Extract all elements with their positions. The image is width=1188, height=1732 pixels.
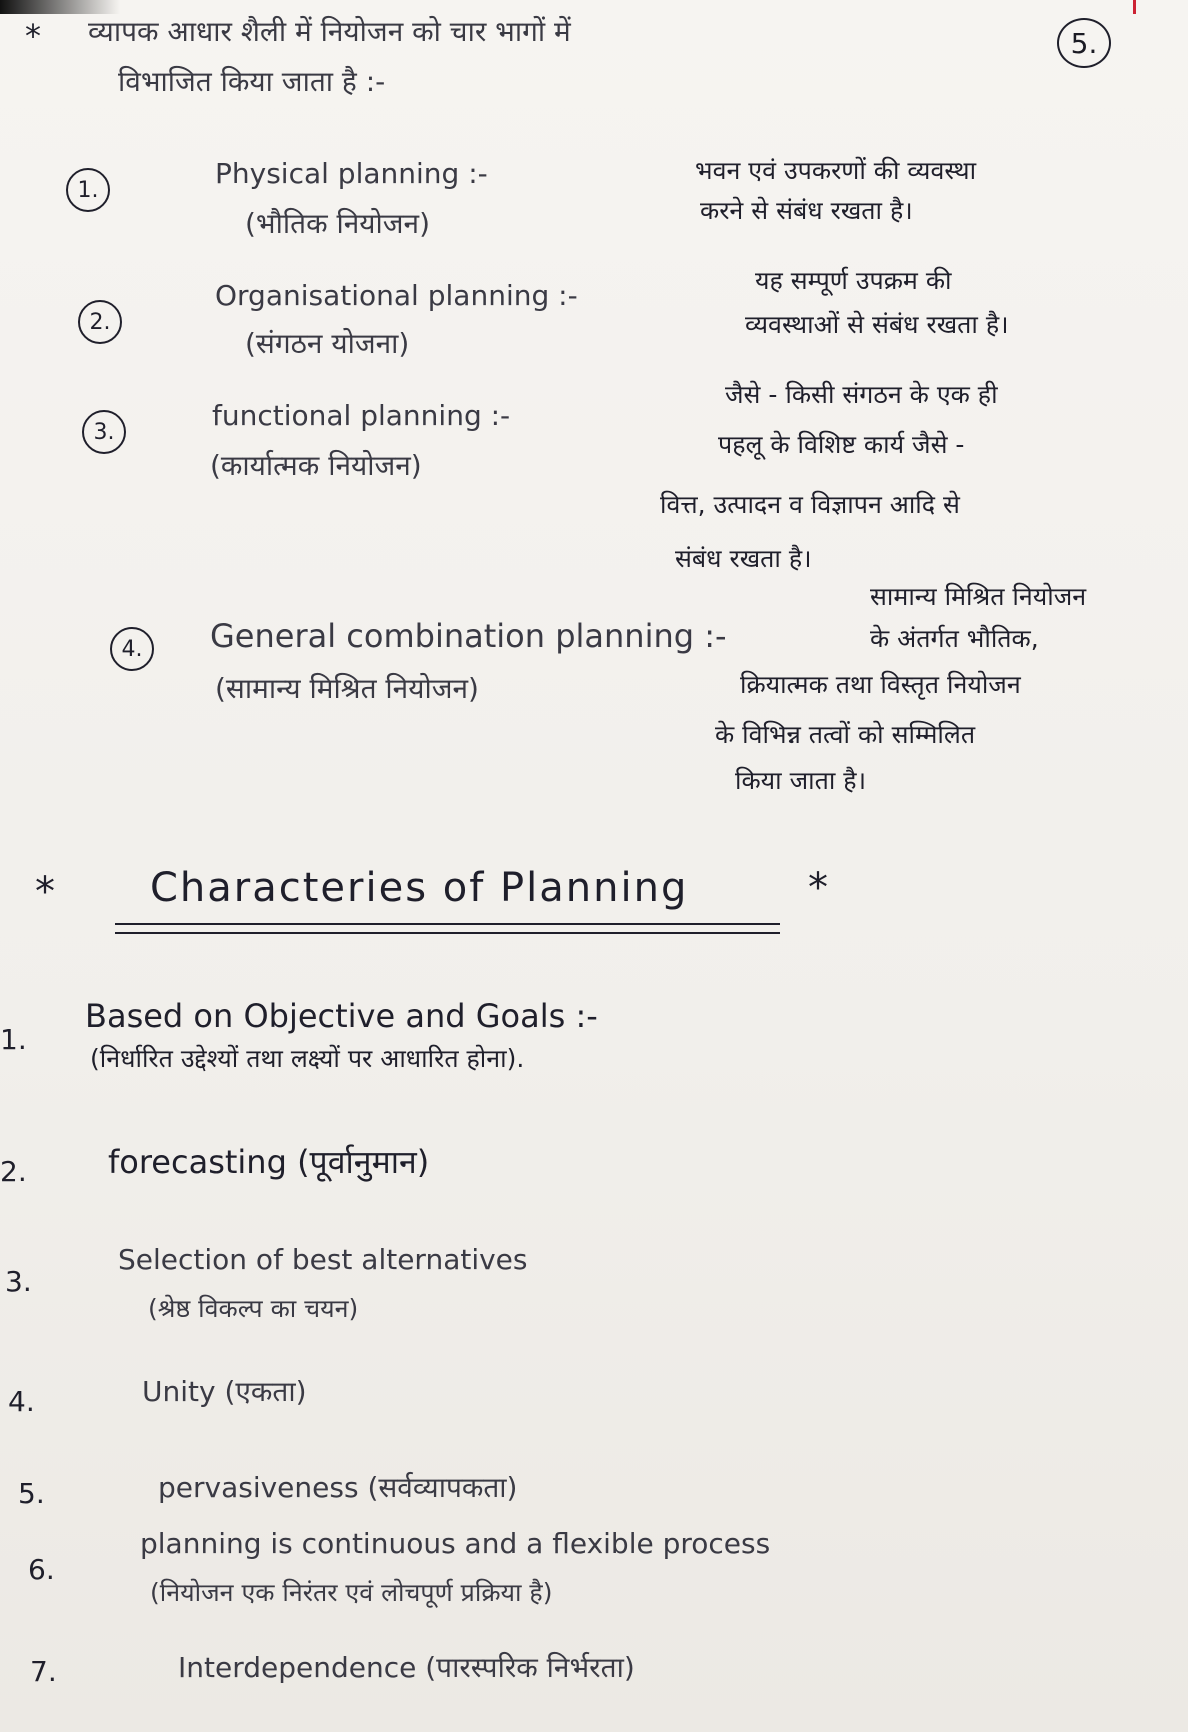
char-number-7: 7.	[30, 1655, 57, 1688]
type-number-3: 3.	[82, 410, 126, 454]
heading-underline-2	[115, 932, 780, 934]
char-number-5: 5.	[18, 1477, 45, 1510]
char-line-7: Interdependence (पारस्परिक निर्भरता)	[178, 1651, 635, 1684]
heading-star-left: *	[35, 869, 57, 915]
char-number-4: 4.	[8, 1385, 35, 1418]
type-subtitle-1: (भौतिक नियोजन)	[245, 207, 431, 240]
intro-line-2: विभाजित किया जाता है :-	[118, 65, 386, 98]
char-line-1: Based on Objective and Goals :-	[85, 997, 598, 1035]
type-title-1: Physical planning :-	[215, 157, 488, 190]
type-subtitle-3: (कार्यात्मक नियोजन)	[210, 449, 422, 482]
char-line-5: pervasiveness (सर्वव्यापकता)	[158, 1471, 518, 1504]
char-number-3: 3.	[5, 1265, 32, 1298]
type-subtitle-2: (संगठन योजना)	[245, 327, 410, 360]
heading-star-right: *	[808, 865, 830, 911]
section-heading: Characteries of Planning	[150, 865, 689, 911]
type-desc-4-line-5: किया जाता है।	[735, 766, 867, 795]
char-sub-3: (श्रेष्ठ विकल्प का चयन)	[148, 1294, 359, 1323]
page-number-badge: 5.	[1057, 18, 1111, 68]
char-line-6: planning is continuous and a flexible process	[140, 1527, 771, 1560]
type-title-3: functional planning :-	[212, 399, 511, 432]
intro-star: *	[25, 17, 41, 55]
type-desc-3-line-3: वित्त, उत्पादन व विज्ञापन आदि से	[660, 490, 960, 519]
type-desc-1-line-2: करने से संबंध रखता है।	[700, 196, 913, 225]
type-desc-4-line-4: के विभिन्न तत्वों को सम्मिलित	[715, 720, 976, 749]
type-desc-3-line-2: पहलू के विशिष्ट कार्य जैसे -	[718, 430, 965, 459]
type-number-2: 2.	[78, 300, 122, 344]
char-line-2: forecasting (पूर्वानुमान)	[108, 1143, 430, 1181]
type-desc-4-line-3: क्रियात्मक तथा विस्तृत नियोजन	[740, 670, 1021, 699]
char-number-6: 6.	[28, 1553, 55, 1586]
char-line-3: Selection of best alternatives	[118, 1243, 528, 1276]
char-line-4: Unity (एकता)	[142, 1375, 307, 1408]
type-desc-2-line-2: व्यवस्थाओं से संबंध रखता है।	[745, 310, 1009, 339]
type-number-1: 1.	[66, 168, 110, 212]
char-number-2: 2.	[0, 1155, 27, 1188]
type-desc-2-line-1: यह सम्पूर्ण उपक्रम की	[755, 266, 952, 295]
type-desc-1-line-1: भवन एवं उपकरणों की व्यवस्था	[695, 156, 977, 185]
heading-underline-1	[115, 923, 780, 925]
type-subtitle-4: (सामान्य मिश्रित नियोजन)	[215, 672, 479, 705]
char-sub-6: (नियोजन एक निरंतर एवं लोचपूर्ण प्रक्रिया है)	[150, 1578, 553, 1607]
page-corner-shadow	[0, 0, 120, 14]
type-number-4: 4.	[110, 627, 154, 671]
type-desc-3-line-4: संबंध रखता है।	[675, 544, 812, 573]
char-number-1: 1.	[0, 1023, 27, 1056]
type-title-2: Organisational planning :-	[215, 279, 578, 312]
char-sub-1: (निर्धारित उद्देश्यों तथा लक्ष्यों पर आधारित होना).	[90, 1044, 525, 1073]
intro-line-1: व्यापक आधार शैली में नियोजन को चार भागों में	[88, 15, 571, 48]
margin-mark	[1133, 0, 1136, 14]
type-desc-3-line-1: जैसे - किसी संगठन के एक ही	[725, 380, 998, 409]
type-title-4: General combination planning :-	[210, 617, 727, 655]
type-desc-4-line-1: सामान्य मिश्रित नियोजन	[870, 582, 1087, 611]
type-desc-4-line-2: के अंतर्गत भौतिक,	[870, 624, 1039, 653]
